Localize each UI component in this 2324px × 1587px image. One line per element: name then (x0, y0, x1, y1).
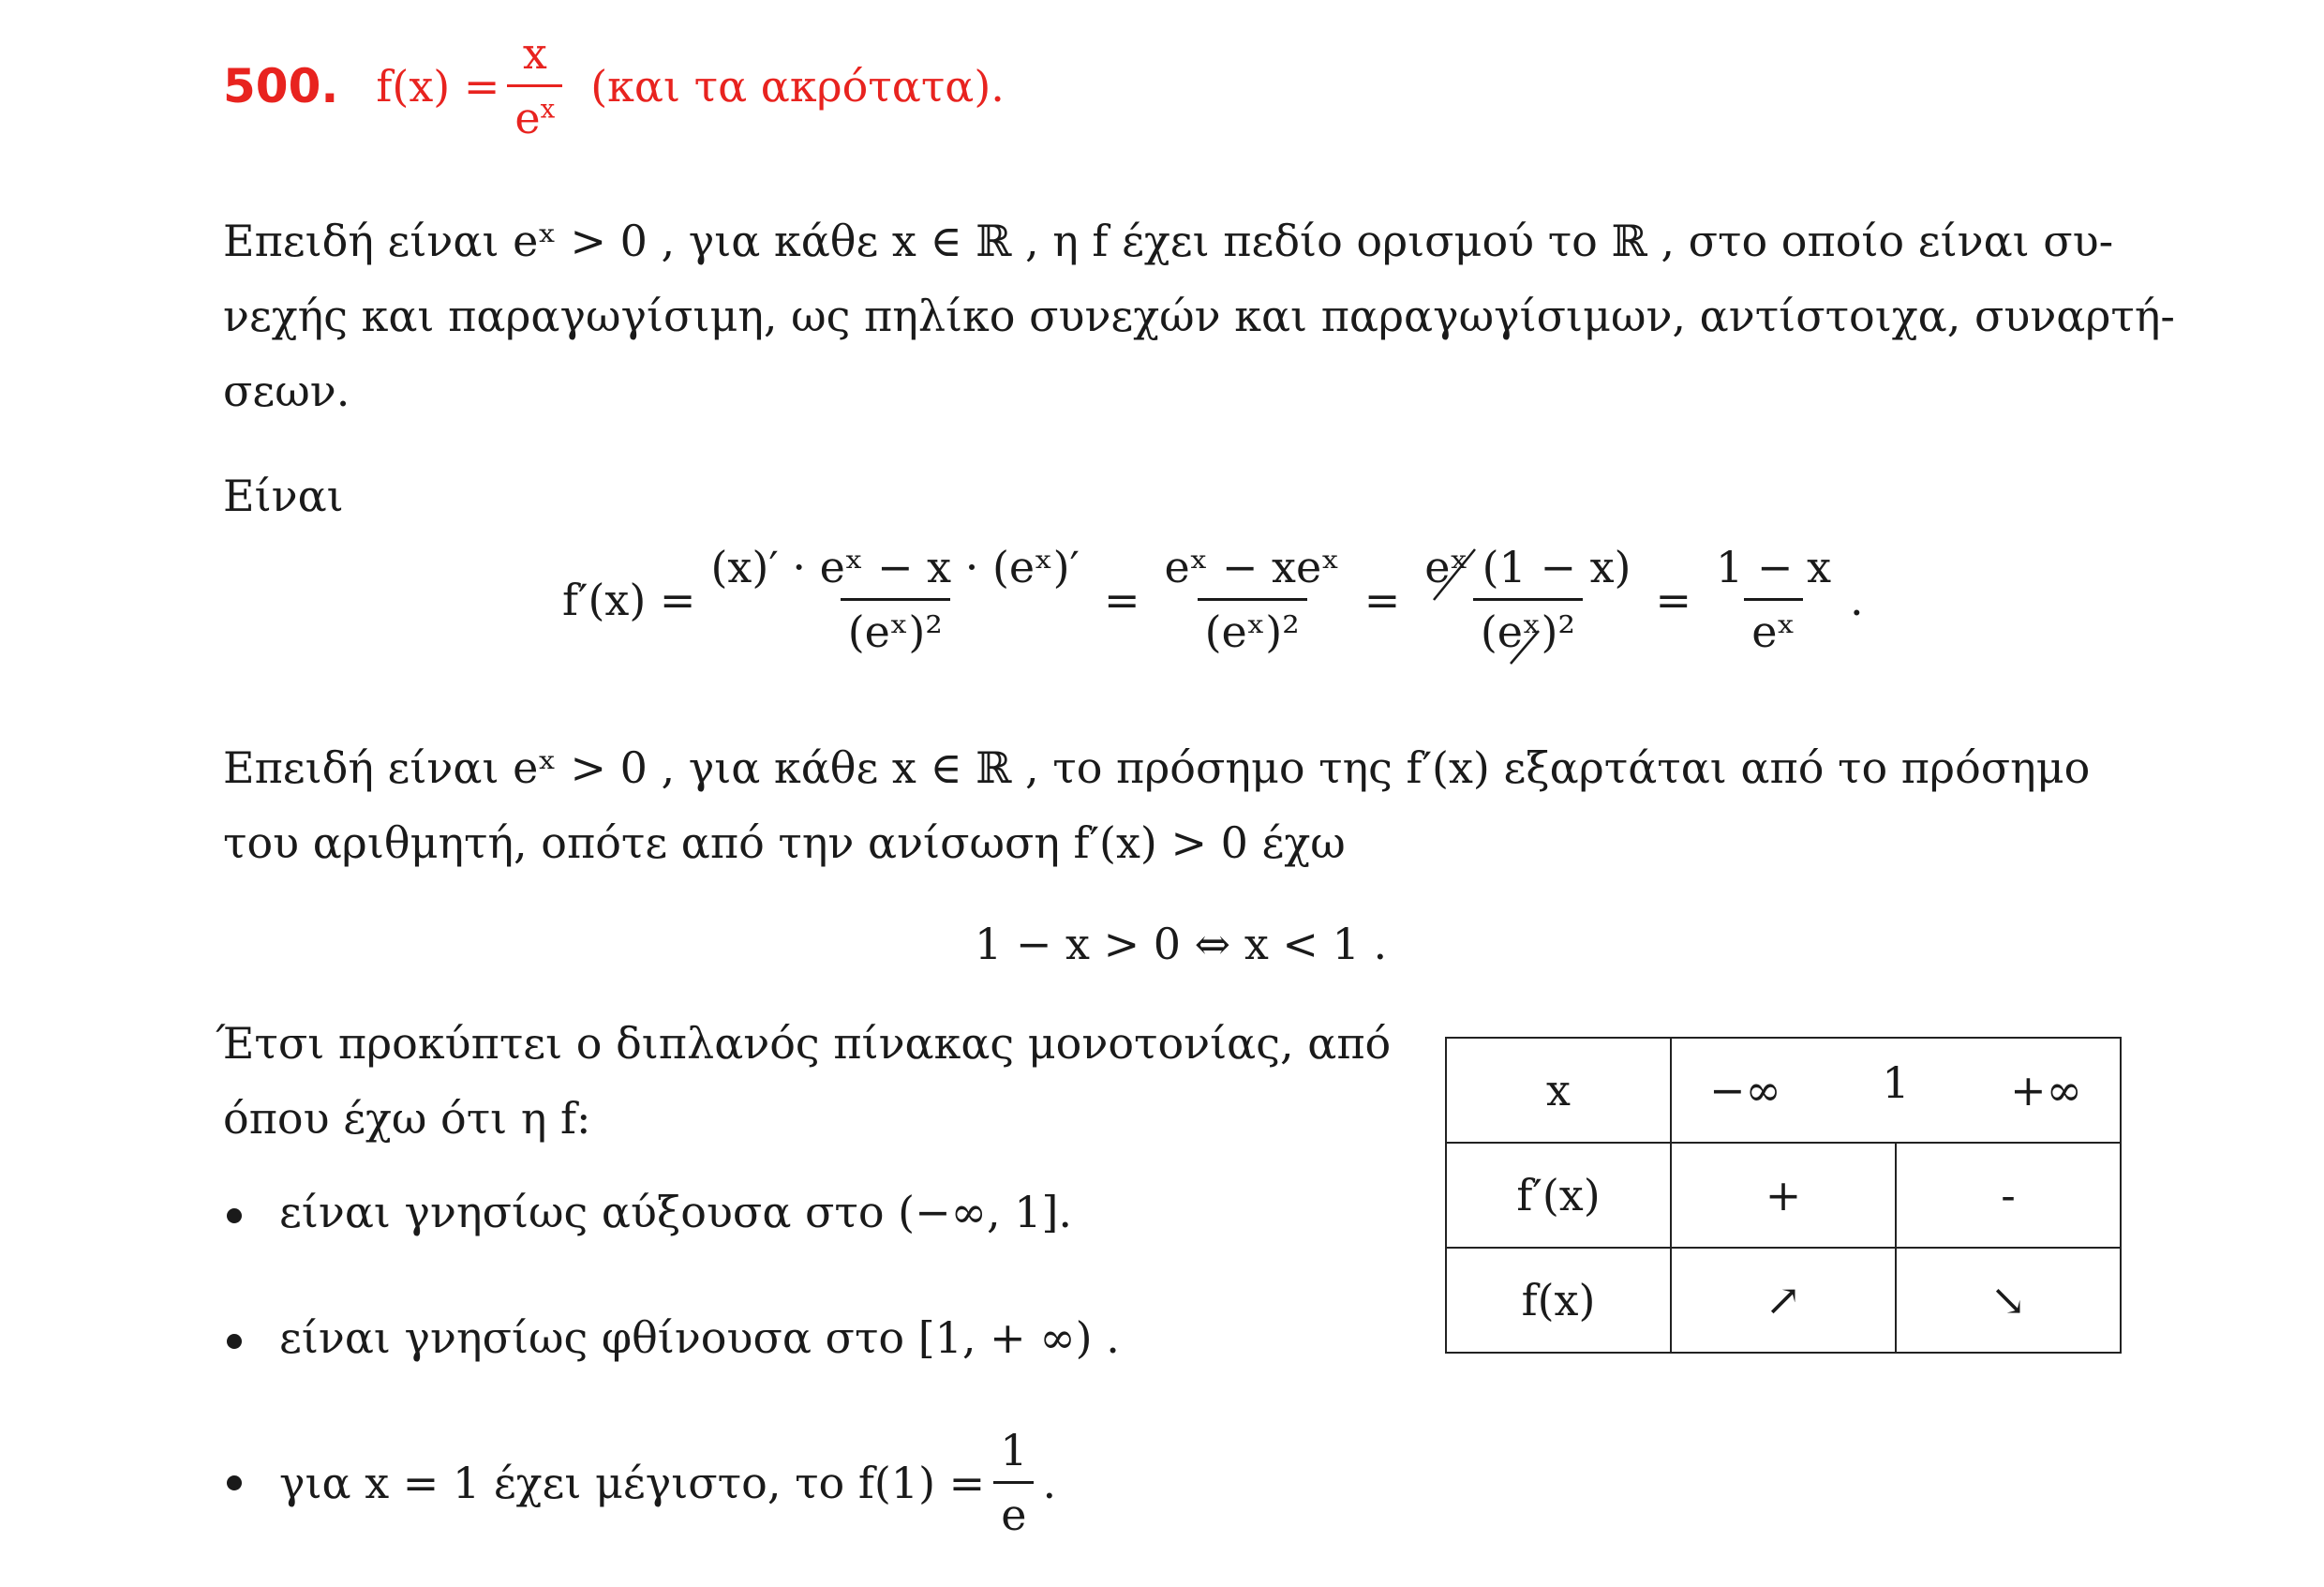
derivative-lhs: f′(x) = (562, 574, 696, 625)
bullet-dot (227, 1334, 242, 1349)
paragraph-3-line-1: Έτσι προκύπτει ο διπλανός πίνακας μονοτονίας, από (216, 1018, 1392, 1069)
table-row (1446, 1143, 2121, 1248)
table-row (1446, 1248, 2121, 1353)
problem-note: (και τα ακρότατα). (590, 60, 1005, 112)
paragraph-1-line-2: νεχής και παραγωγίσιμη, ως πηλίκο συνεχών και παραγωγίσιμων, αντίστοιχα, συναρτή- (223, 291, 2175, 341)
critical-point: 1 (1882, 1057, 1910, 1108)
bullet-item-maximum: για x = 1 έχει μέγιστο, το f(1) = $\frac{1}{e}$ . (227, 1425, 1056, 1540)
derivative-end: . (1850, 574, 1864, 625)
bullet-item-increasing: είναι γνησίως αύξουσα στο (−∞, 1]. (227, 1187, 1072, 1237)
increasing-arrow-icon: ↗ (1671, 1248, 1896, 1353)
fraction-denominator: $e^x$ (507, 84, 562, 143)
function-lhs: f(x) = (376, 60, 500, 112)
minus-infinity: −∞ (1709, 1065, 1781, 1115)
table-x-values (1671, 1038, 2121, 1143)
paragraph-1-line-3: σεων. (223, 366, 350, 416)
table-row (1446, 1038, 2121, 1143)
paragraph-2-line-2: του αριθμητή, οπότε από την ανίσωση f′(x) > 0 έχω (223, 817, 1346, 868)
sign-positive: + (1671, 1143, 1896, 1248)
plus-infinity: +∞ (2010, 1065, 2082, 1115)
paragraph-2-line-1: Επειδή είναι eˣ > 0 , για κάθε x ∈ ℝ , το πρόσημο της f′(x) εξαρτάται από το πρόσημο (223, 742, 2091, 793)
table-header-function: f(x) (1446, 1248, 1671, 1353)
paragraph-3-line-2: όπου έχω ότι η f: (223, 1093, 591, 1144)
derivative-fraction-1: $\frac{\text{(x)′ · eˣ − x · (eˣ)′}}{\text{(eˣ)²}}$ (710, 542, 1080, 657)
equals-1: = (1104, 574, 1140, 625)
paragraph-1-line-1: Επειδή είναι eˣ > 0 , για κάθε x ∈ ℝ , η f έχει πεδίο ορισμού το ℝ , στο οποίο είναι συ- (223, 216, 2114, 266)
derivative-fraction-4: $\frac{1 - x}{\text{eˣ}}$ (1716, 542, 1832, 657)
derivative-fraction-2: $\frac{\text{eˣ − xeˣ}}{\text{(eˣ)²}}$ (1164, 542, 1340, 657)
function-fraction (507, 28, 562, 143)
bullet-item-decreasing: είναι γνησίως φθίνουσα στο [1, + ∞) . (227, 1312, 1120, 1363)
monotonicity-table (1445, 1037, 2122, 1354)
equals-2: = (1363, 574, 1401, 625)
derivative-equation (562, 542, 1864, 657)
cancel-strokes (1417, 542, 1604, 673)
decreasing-arrow-icon: ↘ (1896, 1248, 2121, 1353)
equals-3: = (1655, 574, 1692, 625)
sign-negative: - (1896, 1143, 2121, 1248)
bullet-dot (227, 1475, 242, 1490)
problem-number: 500. (223, 58, 339, 113)
table-header-derivative: f′(x) (1446, 1143, 1671, 1248)
bullet-dot (227, 1208, 242, 1223)
derivative-fraction-3: $\frac{\text{eˣ (1 − x)}}{\text{(eˣ)²}}$ (1417, 542, 1638, 657)
inequality: 1 − x > 0 ⇔ x < 1 . (975, 919, 1388, 969)
table-header-x: x (1446, 1038, 1671, 1143)
label-einai: Είναι (223, 471, 344, 521)
fraction-numerator: x (522, 28, 547, 79)
problem-header (223, 28, 1005, 143)
max-value-fraction: $\frac{1}{e}$ (992, 1425, 1035, 1540)
